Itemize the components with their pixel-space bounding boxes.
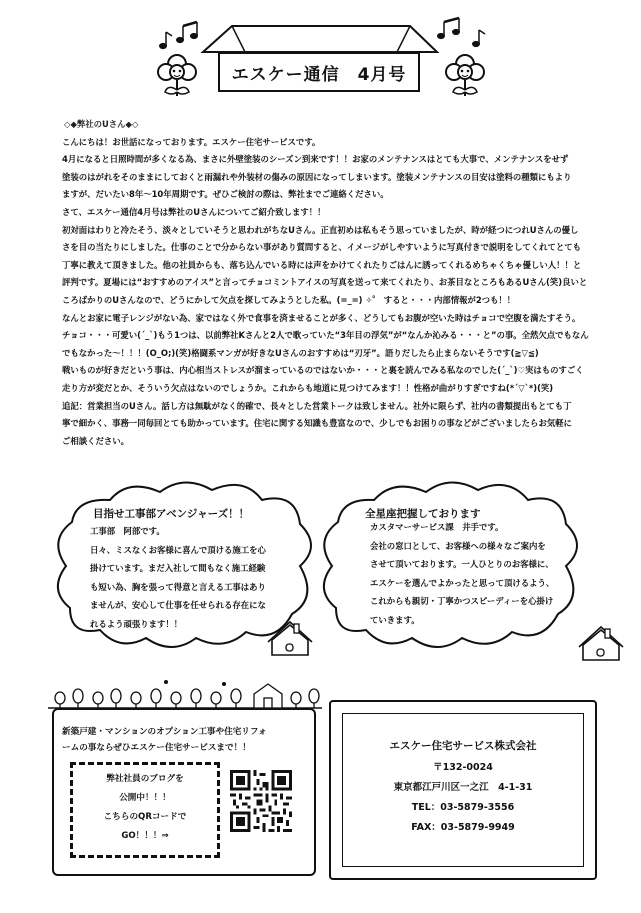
cloud-line: 掛けています。まだ入社して間もなく施工経験 <box>90 563 266 574</box>
cloud-line: ていきます。 <box>370 614 420 625</box>
cloud-line: させて頂いております。一人ひとりのお客様に、 <box>370 559 554 570</box>
company-fax: FAX：03-5879-9949 <box>411 822 515 833</box>
cloud-right-body <box>370 518 575 630</box>
cloud-line: も短い為、胸を張って得意と言える工事はあり <box>90 581 266 592</box>
tree-icon <box>151 689 161 703</box>
company-address: 東京都江戸川区一之江 4-1-31 <box>393 782 533 793</box>
article-line: 走り方が変だとか、そういう欠点はないのでしょうか。これからも地道に見つけてみます！！性格が曲がりすぎですね(*´▽`*)(笑) <box>62 382 554 393</box>
cloud-line: れるよう頑張ります！！ <box>90 618 183 629</box>
tree-icon <box>231 689 241 703</box>
blog-line: こちらのQRコードで <box>103 812 187 822</box>
article-line: でもなかった～！！！(O_O;)(笑)格闘系マンガが好きなUさんのおすすめは“刃牙”。語りだしたら止まらないそうです(≧▽≦) <box>62 347 539 358</box>
cloud-line: これからも親切・丁寧かつスピーディーを心掛け <box>370 596 554 607</box>
cloud-left-body <box>90 522 300 634</box>
promo-line: 新築戸建・マンションのオプション工事や住宅リフォ <box>62 727 267 737</box>
promo-text <box>62 724 312 756</box>
tree-icon <box>55 692 65 704</box>
tree-icon <box>309 689 319 703</box>
blog-line: 公開中！！！ <box>119 793 171 803</box>
cloud-line: 会社の窓口として、お客様への様々なご案内を <box>370 540 546 551</box>
company-tel: TEL：03-5879-3556 <box>411 802 515 813</box>
article-body <box>62 116 592 450</box>
promo-line: ームの事ならぜひエスケー住宅サービスまで！！ <box>62 743 251 753</box>
cloud-left-title: 目指せ工事部アベンジャーズ！！ <box>93 508 250 520</box>
article-line: チョコ・・・可愛い(´_`)もう1つは、以前弊社Kさんと2人で歌っていた“3年目の浮気”が“なんか沁みる・・・と”の事。全然欠点でもなん <box>62 330 589 341</box>
music-note-icon <box>160 22 198 49</box>
music-note-icon <box>164 680 168 684</box>
article-heading: ◇◆弊社のUさん◆◇ <box>64 119 139 129</box>
tree-icon <box>291 692 301 704</box>
music-note-icon <box>222 682 226 686</box>
tree-icon <box>93 692 103 704</box>
article-line: 塗装のはがれをそのままにしておくと雨漏れや外装材の傷みの原因になってしまいます。塗装メンテナンスの目安は塗料の種類にもより <box>62 171 572 182</box>
cloud-line: ませんが、安心して仕事を任せられる存在にな <box>90 600 266 611</box>
landscape-decoration <box>40 676 330 710</box>
company-postal: 〒132-0024 <box>433 762 493 773</box>
tree-icon <box>171 692 181 704</box>
company-name: エスケー住宅サービス株式会社 <box>389 740 537 752</box>
company-info <box>342 738 584 833</box>
music-note-icon <box>438 18 486 47</box>
newsletter-title: エスケー通信 4月号 <box>218 52 420 92</box>
article-line: ご相談ください。 <box>62 435 129 446</box>
article-line: 追記：営業担当のUさん。話し方は無駄がなく的確で、長々とした営業トークは致しません。社外に限らず、社内の書類提出もとても丁 <box>62 400 572 411</box>
article-line: 寧で細かく、事務一同毎回とても助かっています。住宅に関する知識も豊富なので、少しでもお困りの事などがございましたらお気軽に <box>62 418 572 429</box>
cloud-right-title: 全星座把握しております <box>365 508 481 520</box>
qr-code[interactable] <box>230 770 292 832</box>
house-icon <box>579 627 623 660</box>
flower-icon <box>446 55 484 96</box>
blog-line: 弊社社員のブログを <box>106 774 184 784</box>
article-line: ころばかりのUさんなので、どうにかして欠点を探してみようとした私。(=_=) ✧゜ すると・・・内部情報が2つも！！ <box>62 294 516 305</box>
article-line: さて、エスケー通信4月号は弊社のUさんについてご紹介致します！！ <box>62 206 326 217</box>
tree-icon <box>73 689 83 703</box>
cloud-line: 日々、ミスなくお客様に喜んで頂ける施工を心 <box>90 544 266 555</box>
cloud-line: エスケーを選んでよかったと思って頂けるよう、 <box>370 577 555 588</box>
tree-icon <box>191 689 201 703</box>
article-line: 丁寧に教えて頂きました。他の社員からも、落ち込んでいる時には声をかけてくれたりごはんに誘ってくれるめちゃくちゃ優しい人！！と <box>62 259 582 270</box>
tree-icon <box>131 692 141 704</box>
article-line: さを目の当たりにしました。仕事のことで分からない事があり質問すると、イメージがしやすいように写真付きで説明をしてくれてとても <box>62 242 581 253</box>
cloud-line: 工事部 阿部です。 <box>90 526 165 536</box>
article-line: 4月になると日照時間が多くなる為、まさに外壁塗装のシーズン到来です！！お家のメンテナンスはとても大事で、メンテナンスをせず <box>62 154 569 165</box>
cloud-line: カスタマーサービス課 井手です。 <box>370 522 504 532</box>
tree-icon <box>211 692 221 704</box>
article-line: 初対面はわりと冷たそう、淡々としていそうと思われがちなUさん。正直初めは私もそう思っていましたが、時が経つにつれUさんの優し <box>62 224 579 235</box>
article-line: ますが、だいたい8年～10年周期です。ぜひご検討の際は、弊社までご連絡ください。 <box>62 189 389 200</box>
flower-icon <box>158 55 196 96</box>
blog-text <box>70 770 220 846</box>
article-line: 戦いものが好きだという事は、内心相当ストレスが溜まっているのではないか・・・と裏を読んでみる私なのでした(´_`)♡実はものすごく <box>62 365 584 376</box>
article-line: なんとお家に電子レンジがない為、家ではなく外で食事を済ませることが多く、どうしてもお腹が空いた時はチョコで空腹を満たすそう。 <box>62 312 581 323</box>
article-line: こんにちは！お世話になっております。エスケー住宅サービスです。 <box>62 136 321 147</box>
article-line: 評判です。夏場には“おすすめのアイス”と言ってチョコミントアイスの写真を送って来てくれたり、お茶目なところもあるUさん(笑)良いと <box>62 277 588 288</box>
blog-line: GO！！！⇒ <box>121 831 169 841</box>
tree-icon <box>111 689 121 703</box>
